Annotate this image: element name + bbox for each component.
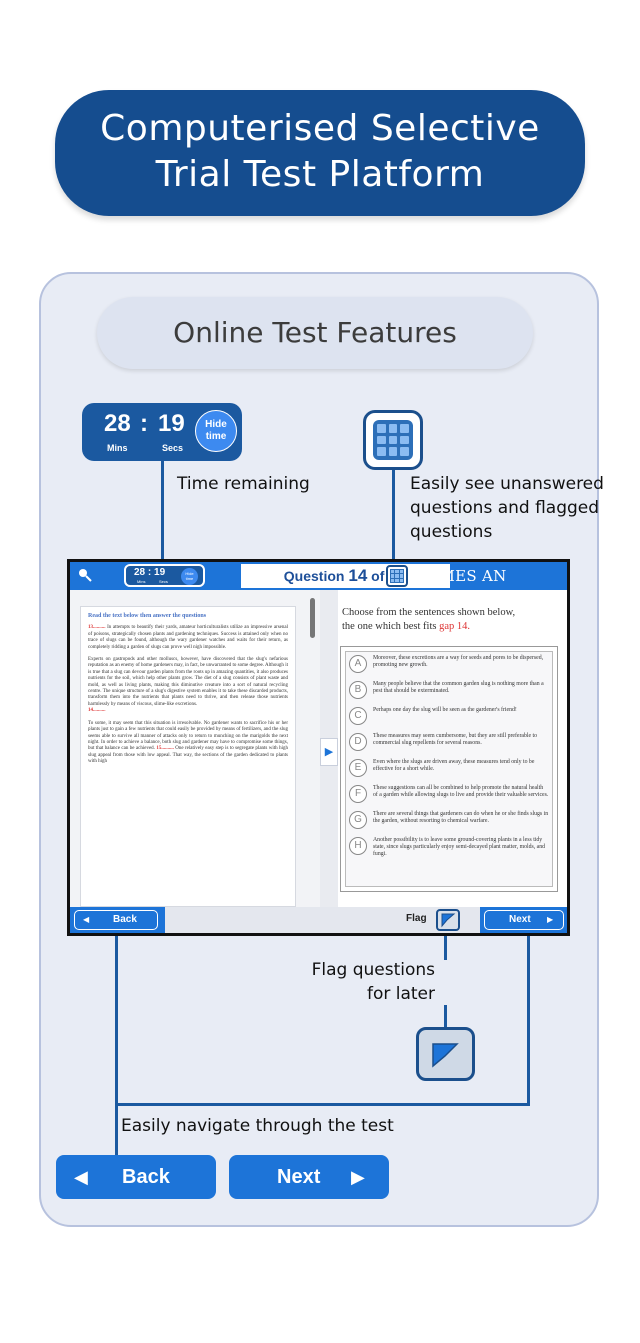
nav-connector <box>115 1106 118 1156</box>
timer-secs-label: Secs <box>162 443 184 453</box>
mini-timer-value: 28 : 19 <box>134 567 166 578</box>
question-grid-button[interactable] <box>363 410 423 470</box>
screen-topbar <box>70 562 567 590</box>
options-list <box>345 651 553 887</box>
flag-button[interactable] <box>416 1027 475 1081</box>
question-instruction: Choose from the sentences shown below, the one which best fits gap 14. <box>342 607 516 632</box>
grid-label-2: questions and flagged <box>410 498 600 518</box>
hide-time-button[interactable] <box>195 410 237 452</box>
hide-line-2: time <box>205 431 227 442</box>
mini-secs-label: Secs <box>159 579 168 584</box>
mini-flag-label: Flag <box>406 913 427 924</box>
timer-seconds: 19 <box>158 410 185 437</box>
flag-label-1: Flag questions <box>311 960 435 980</box>
passage-paper <box>80 606 296 907</box>
mini-next-button[interactable]: Next ▶ <box>484 910 564 930</box>
next-connector-h <box>115 1103 530 1106</box>
title-line-1: Computerised Selective <box>100 108 540 149</box>
screen-bottombar <box>70 907 567 933</box>
option-e[interactable]: E Even where the slugs are driven away, these measures tend only to be effective for a short while. <box>349 759 549 781</box>
navigate-label: Easily navigate through the test <box>121 1116 394 1136</box>
chevron-left-icon: ◀ <box>74 1167 88 1187</box>
flag-label <box>300 958 435 1006</box>
mini-flag-icon <box>438 911 458 929</box>
option-a[interactable]: A Moreover, these excretions are a way for seeds and pores to be dispersed, promoting new growth. <box>349 655 549 677</box>
passage-title: Read the text below then answer the questions <box>88 613 207 619</box>
grid-label-1: Easily see unanswered <box>410 474 604 494</box>
mini-grid-icon <box>390 569 404 583</box>
passage-para-3: To some, it may seem that this situation is irresolvable. No gardener wants to sacrifice his or her plants just to gain a few nutrients that could easily be provided by means of fertilizers, and the slug seems able to survive all manner of attacks only to return to munching on the marigolds the next night. In order to achieve a balance, both slug and gardener may have to compromise some things, but that balance can be achieved. 15.......... One relatively easy step is to segregate plants with high slug appeal from those with low appeal. That way, the sections of the garden dedicated to plants with high <box>88 720 288 765</box>
college-logo: JAMES AN <box>422 567 507 585</box>
option-b[interactable]: B Many people believe that the common garden slug is nothing more than a pest that should be exterminated. <box>349 681 549 703</box>
page-title <box>55 90 585 216</box>
question-counter <box>241 564 450 588</box>
grid-label-3: questions <box>410 522 493 542</box>
option-c[interactable]: C Perhaps one day the slug will be seen as the gardener's friend! <box>349 707 549 729</box>
options-box <box>340 646 558 892</box>
grid-connector <box>392 470 395 561</box>
flag-connector <box>444 934 447 960</box>
back-button[interactable]: ◀ Back <box>56 1155 216 1199</box>
chevron-right-icon: ▶ <box>547 915 554 924</box>
chevron-left-icon: ◀ <box>83 915 90 924</box>
mini-back-button[interactable]: ◀ Back <box>74 910 158 930</box>
test-screen <box>67 559 570 936</box>
passage-para-2: Experts on gastropods and other molluscs, however, have discovered that the slug's nefarious reputation as an enemy of home gardeners may, in fact, be unwarranted to some degree. Although it is true that a slug can devour garden plants from the roots up in amazing quantities, it also produces nutrients for the soil, which help other plants grow. The diet of a slug consists of plant waste and mold, as well as living plants, making this diminutive creature into a sort of natural recycling centre. The unique structure of a slug's digestive system enables it to take these discarded products, transform them into the nutrients that plants need to thrive, and then release those nutrients harmlessly by means of viscous, slime-like excretions. 14.......... <box>88 657 288 714</box>
time-remaining-label: Time remaining <box>177 474 310 494</box>
flag-label-2: for later <box>366 984 435 1004</box>
option-h[interactable]: H Another possibility is to leave some ground-covering plants in a less tidy state, since slugs particularly enjoy semi-decayed plant matter, molds, and fungi. <box>349 837 549 859</box>
passage-para-1: 13.......... In attempts to beautify their yards, amateur horticulturalists utilize an impressive arsenal of poisons, strategically chosen plants and gardening techniques. Success is attained only when no trace of slugs can be found, although the wary gardener watches and waits for their return, as completely ridding a garden of slugs can prove well nigh impossible. <box>88 625 288 650</box>
grid-icon <box>373 420 413 460</box>
chevron-right-icon: ▶ <box>351 1167 365 1187</box>
timer-separator: : <box>140 410 148 437</box>
passage-scrollbar[interactable] <box>310 598 315 638</box>
features-title: Online Test Features <box>97 297 533 369</box>
option-f[interactable]: F These suggestions can all be combined to help promote the natural health of a garden while allowing slugs to live and provide their valuable services. <box>349 785 549 807</box>
grid-label <box>410 472 604 544</box>
timer-widget <box>82 403 242 461</box>
question-pane <box>338 590 567 907</box>
title-line-2: Trial Test Platform <box>155 154 485 195</box>
mini-grid-button[interactable] <box>386 565 408 587</box>
flag-connector-2 <box>444 1005 447 1029</box>
expand-pane-button[interactable]: ▶ <box>320 738 338 766</box>
zoom-icon[interactable] <box>78 568 92 585</box>
option-d[interactable]: D These measures may seem cumbersome, but they are still preferable to commercial slug repellents for several reasons. <box>349 733 549 755</box>
passage-pane <box>70 590 320 907</box>
mini-timer <box>124 564 205 587</box>
option-g[interactable]: G There are several things that gardeners can do when he or she finds slugs in the garden, without resorting to chemical warfare. <box>349 811 549 833</box>
timer-mins-label: Mins <box>107 443 128 453</box>
flag-icon <box>419 1030 472 1078</box>
timer-connector <box>161 461 164 561</box>
back-connector <box>115 934 118 1104</box>
mini-mins-label: Mins <box>137 579 146 584</box>
next-connector-v <box>527 934 530 1106</box>
mini-flag-button[interactable] <box>436 909 460 931</box>
question-text: Question 14 of <box>283 566 385 585</box>
next-button[interactable]: Next ▶ <box>229 1155 389 1199</box>
mini-hide-button[interactable]: Hide time <box>181 568 198 585</box>
pane-divider <box>320 590 338 907</box>
hide-line-1: Hide <box>205 419 227 430</box>
timer-minutes: 28 <box>104 410 131 437</box>
